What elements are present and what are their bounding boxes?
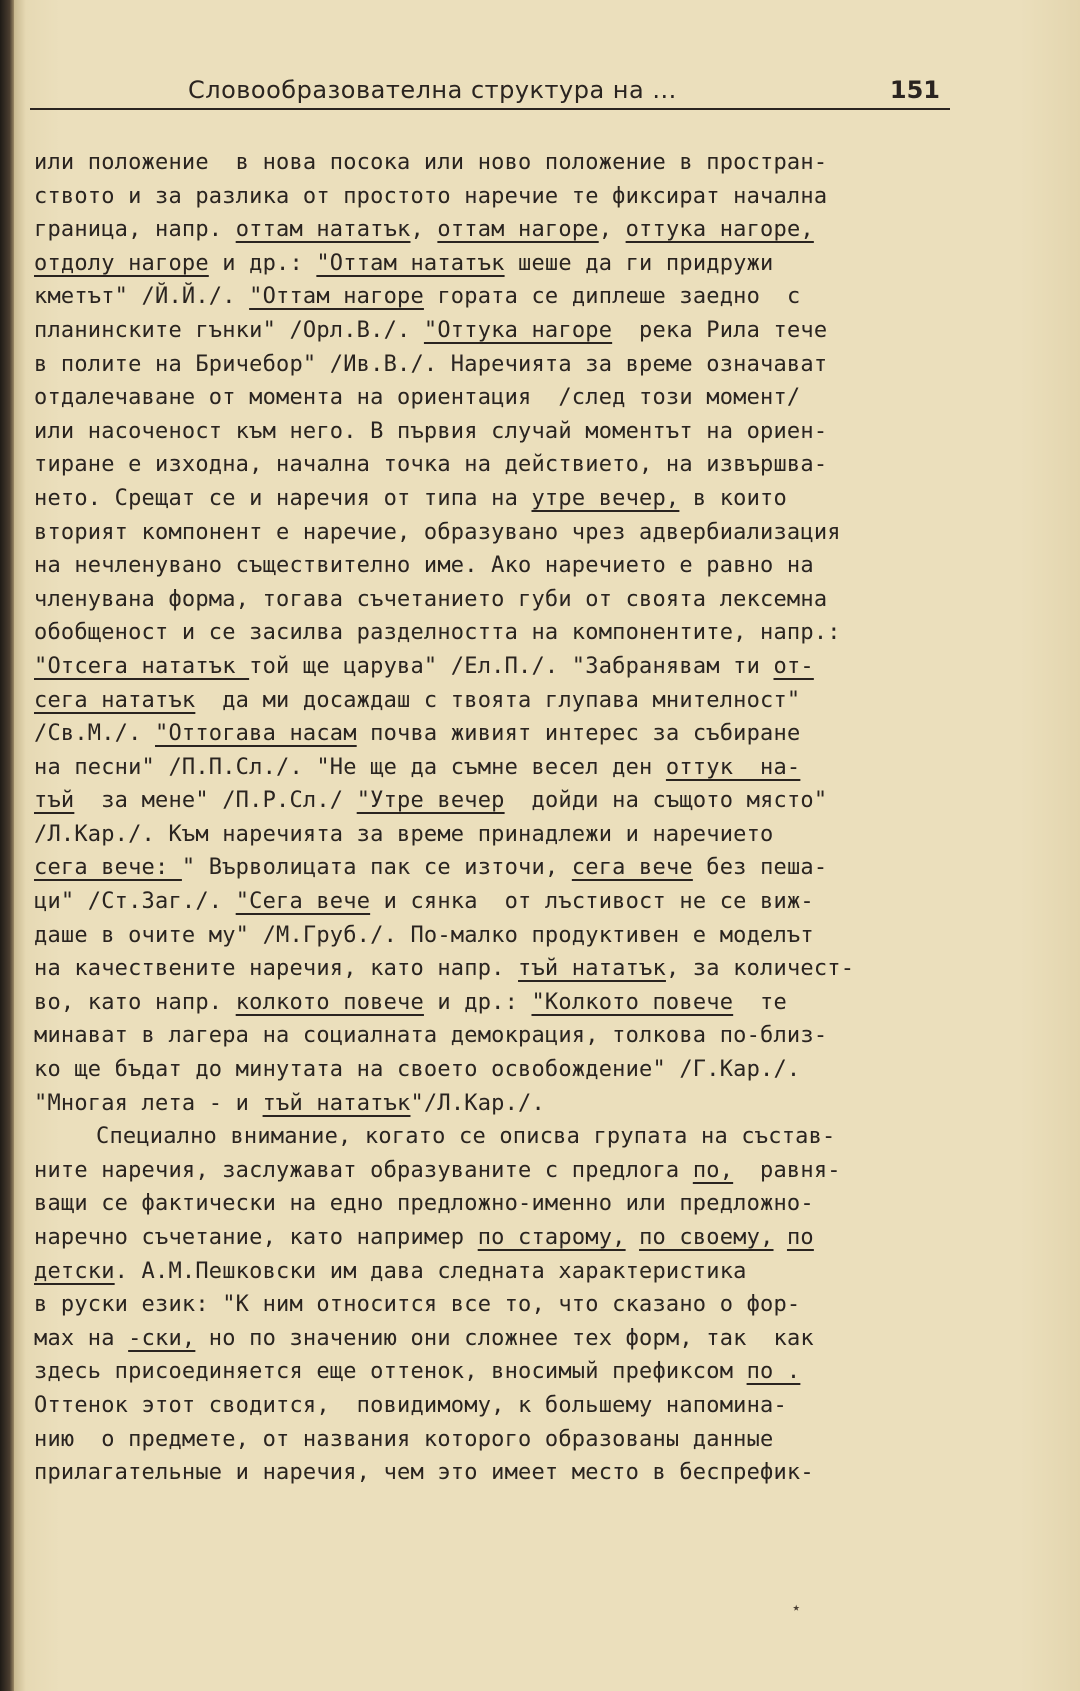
underlined-term: "Оттогава насам xyxy=(155,721,357,747)
underlined-term: "Оттам нататък xyxy=(316,250,505,276)
ink-mark: ٭ xyxy=(792,1600,801,1616)
underlined-term: сега вече: xyxy=(34,855,182,881)
text-line xyxy=(34,684,974,718)
text-run: и сянка от лъстивост не се виж- xyxy=(370,889,814,915)
text-run xyxy=(774,1225,787,1250)
text-run: дойди на същото място" xyxy=(504,788,828,814)
text-line xyxy=(34,885,974,919)
text-line xyxy=(34,583,974,617)
text-run: прилагательные и наречия, чем это имеет место в беспрефик- xyxy=(34,1460,814,1486)
text-run: ващи се фактически на едно предложно-именно или предложно- xyxy=(34,1191,814,1217)
text-line xyxy=(34,1423,974,1457)
text-line xyxy=(34,1355,974,1389)
underlined-term: "Оттам нагоре xyxy=(249,284,424,310)
text-line xyxy=(34,1255,974,1289)
text-run: /Св.М./. xyxy=(34,721,156,747)
underlined-term: оттука нагоре, xyxy=(625,217,814,243)
underlined-term: оттук на- xyxy=(665,754,801,780)
text-run: равня- xyxy=(733,1157,841,1183)
text-run: или положение в нова посока или ново положение в простран- xyxy=(34,150,828,175)
book-spine xyxy=(0,0,14,1691)
text-line xyxy=(34,146,974,180)
underlined-term: -ски, xyxy=(128,1325,196,1351)
text-run: планинските гънки" /Орл.В./. xyxy=(34,317,424,343)
text-line xyxy=(34,549,974,583)
text-run: на нечленувано съществително име. Ако наречието е равно на xyxy=(34,553,814,579)
text-run: без пеша- xyxy=(692,855,828,881)
text-run: ци" /Ст.Заг./. xyxy=(34,889,236,915)
text-line xyxy=(34,1221,974,1255)
underlined-term: "Утре вечер xyxy=(356,788,505,814)
text-line xyxy=(34,616,974,650)
text-line xyxy=(34,1288,974,1322)
text-run: членувана форма, тогава съчетанието губи от своята лексемна xyxy=(34,586,828,612)
text-line xyxy=(34,1322,974,1356)
text-run: той ще царува" /Ел.П./. "Забранявам ти xyxy=(249,653,774,679)
text-line xyxy=(34,482,974,516)
text-line xyxy=(34,818,974,852)
text-line xyxy=(34,1154,974,1188)
text-line xyxy=(34,751,974,785)
underlined-term: тъй нататък xyxy=(518,956,666,982)
text-line xyxy=(34,919,974,953)
text-run: кметът" /Й.Й./. xyxy=(34,284,250,310)
text-run: здесь присоединяется еще оттенок, вносимый префиксом xyxy=(34,1359,747,1385)
text-run: "/Л.Кар./. xyxy=(410,1090,545,1116)
underlined-term: по старому, xyxy=(477,1225,626,1250)
text-run: " Върволицата пак се източи, xyxy=(181,855,572,881)
text-line xyxy=(34,784,974,818)
text-line xyxy=(34,348,974,382)
text-run: за мене" /П.Р.Сл./ xyxy=(74,788,357,814)
underlined-term: "Отсега нататък xyxy=(34,653,250,679)
underlined-term: "Колкото повече xyxy=(531,989,734,1015)
text-line xyxy=(34,213,974,247)
text-run: ко ще бъдат до минутата на своето освобождение" /Г.Кар./. xyxy=(34,1057,801,1083)
text-line xyxy=(34,247,974,281)
text-run: на песни" /П.П.Сл./. "Не ще да съмне весел ден xyxy=(34,754,666,780)
underlined-term: по . xyxy=(746,1359,801,1385)
text-run: , xyxy=(598,217,626,243)
text-run: во, като напр. xyxy=(34,989,236,1015)
text-run: в полите на Бричебор" /Ив.В./. Наречията за време означават xyxy=(34,351,828,377)
underlined-term: по xyxy=(786,1225,814,1250)
text-line xyxy=(34,516,974,550)
text-run: почва живият интерес за събиране xyxy=(356,721,801,747)
text-run: обобщеност и се засилва разделността на компонентите, напр.: xyxy=(34,620,841,646)
text-line xyxy=(34,381,974,415)
body-text xyxy=(34,146,974,1490)
text-run: ството и за разлика от простото наречие те фиксират начална xyxy=(34,183,828,209)
text-run: и др.: xyxy=(208,250,317,276)
underlined-term: оттам нататък xyxy=(235,217,411,243)
text-run: или насоченост към него. В първия случай моментът на ориен- xyxy=(34,418,828,444)
underlined-term: сега вече xyxy=(571,855,693,881)
text-line xyxy=(34,1187,974,1221)
text-run: Оттенок этот сводится, повидимому, к большему напомина- xyxy=(34,1392,787,1418)
text-line xyxy=(34,986,974,1020)
underlined-term: по, xyxy=(692,1157,734,1183)
text-line xyxy=(34,1053,974,1087)
text-run: отдалечаване от момента на ориентация /след този момент/ xyxy=(34,385,801,411)
text-run: шеше да ги придружи xyxy=(504,250,774,276)
underlined-term: отдолу нагоре xyxy=(34,250,209,276)
text-run: и др.: xyxy=(423,989,532,1015)
text-run: нето. Срещат се и наречия от типа на xyxy=(34,485,532,511)
text-run: в руски език: "К ним относится все то, что сказано о фор- xyxy=(34,1292,801,1318)
text-line xyxy=(34,180,974,214)
text-run: , за количест- xyxy=(665,956,855,982)
underlined-term: "Оттука нагоре xyxy=(423,317,613,343)
underlined-term: сега нататък xyxy=(34,687,196,713)
header-title: Словообразователна структура на ... xyxy=(188,76,677,104)
text-line xyxy=(34,717,974,751)
text-line xyxy=(34,448,974,482)
text-run: тиране е изходна, начална точка на действието, на извършва- xyxy=(34,452,828,478)
text-run: мах на xyxy=(34,1325,129,1351)
underlined-term: "Сега вече xyxy=(235,889,371,915)
text-line xyxy=(34,1456,974,1490)
underlined-term: детски xyxy=(34,1258,115,1284)
text-run: те xyxy=(733,989,787,1015)
underlined-term: по своему, xyxy=(639,1225,774,1250)
underlined-term: от- xyxy=(773,653,814,679)
text-run: . А.М.Пешковски им дава следната характеристика xyxy=(114,1258,747,1284)
underlined-term: тъй xyxy=(34,788,75,814)
text-run: гората се диплеше заедно с xyxy=(423,284,801,310)
underlined-term: оттам нагоре xyxy=(437,217,599,243)
text-run: вторият компонент е наречие, образувано чрез адвербиализация xyxy=(34,519,841,545)
text-run: да ми досаждаш с твоята глупава мнителност" xyxy=(195,687,801,713)
text-line xyxy=(34,851,974,885)
text-line xyxy=(34,1019,974,1053)
underlined-term: утре вечер, xyxy=(531,485,680,511)
text-line xyxy=(34,650,974,684)
text-line xyxy=(34,1087,974,1121)
underlined-term: колкото повече xyxy=(235,989,424,1015)
text-run: граница, напр. xyxy=(34,217,236,243)
text-run: река Рила тече xyxy=(612,317,828,343)
text-line xyxy=(34,415,974,449)
text-run: минават в лагера на социалната демокрация, толкова по-близ- xyxy=(34,1023,828,1049)
page-number: 151 xyxy=(889,76,940,104)
text-run: ните наречия, заслужават образуваните с предлога xyxy=(34,1157,693,1183)
text-run: Специално внимание, когато се описва групата на състав- xyxy=(96,1124,836,1150)
underlined-term: тъй нататък xyxy=(262,1090,411,1116)
text-line xyxy=(34,314,974,348)
text-run: даше в очите му" /М.Груб./. По-малко продуктивен е моделът xyxy=(34,922,814,948)
text-run: на качествените наречия, като напр. xyxy=(34,956,519,982)
text-run xyxy=(626,1225,639,1250)
text-run: , xyxy=(410,217,438,243)
running-header xyxy=(30,76,950,110)
text-line xyxy=(34,952,974,986)
text-line xyxy=(34,1120,974,1154)
text-run: "Многая лета - и xyxy=(34,1090,263,1116)
text-run: /Л.Кар./. Към наречията за време принадлежи и наречието xyxy=(34,821,774,847)
text-run: в които xyxy=(679,485,787,511)
text-run: наречно съчетание, като например xyxy=(34,1225,478,1250)
text-run: но по значению они сложнее тех форм, так как xyxy=(195,1325,814,1351)
text-line xyxy=(34,280,974,314)
text-line xyxy=(34,1389,974,1423)
text-run: нию о предмете, от названия которого образованы данные xyxy=(34,1426,774,1452)
